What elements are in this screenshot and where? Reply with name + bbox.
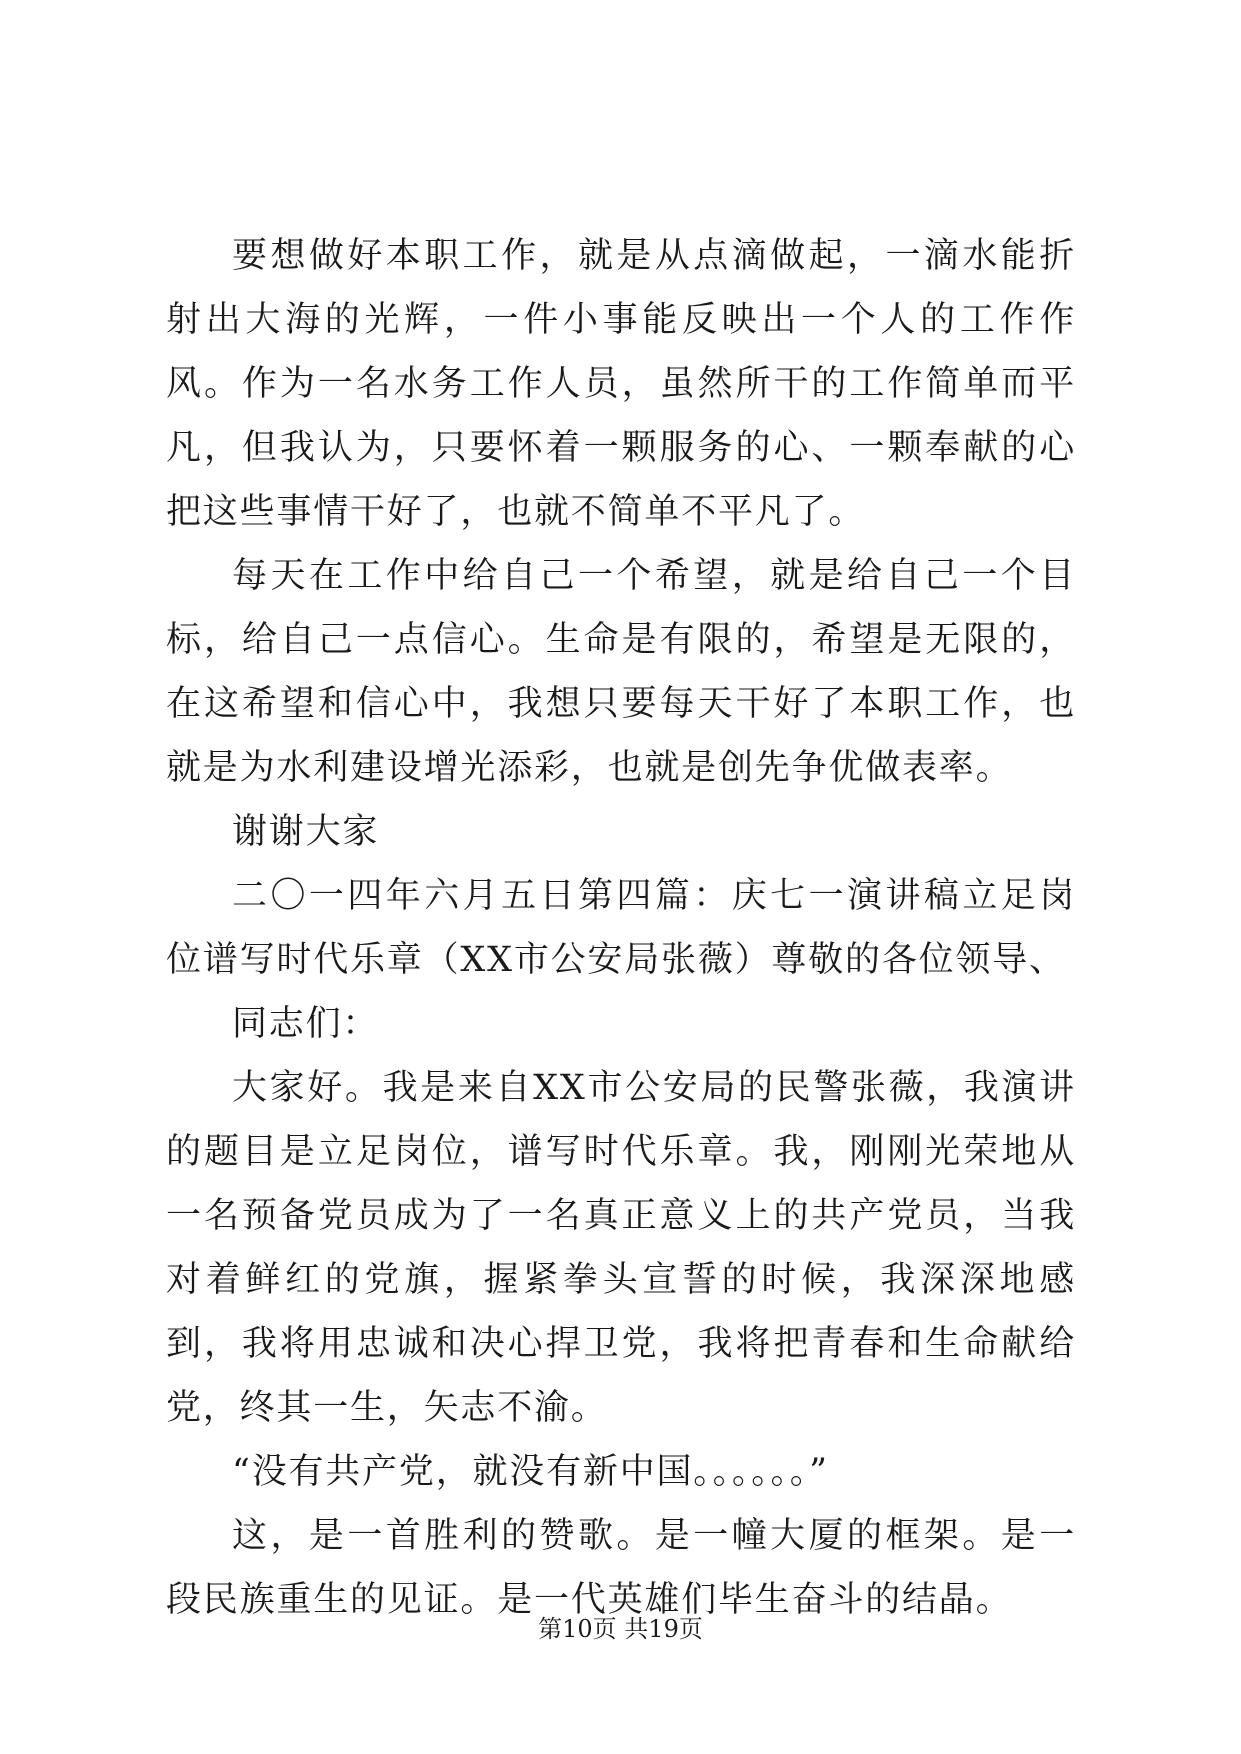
page-number: 第10页 共19页 [538,1615,703,1643]
paragraph: 要想做好本职工作，就是从点滴做起，一滴水能折射出大海的光辉，一件小事能反映出一个人的工作作风。作为一名水务工作人员，虽然所干的工作简单而平凡，但我认为，只要怀着一颗服务的心、一颗奉献的心把这些事情干好了，也就不简单不平凡了。 [166,236,1076,532]
paragraph: 谢谢大家 [232,812,380,852]
paragraph: 这，是一首胜利的赞歌。是一幢大厦的框架。是一段民族重生的见证。是一代英雄们毕生奋斗的结晶。 [166,1516,1076,1620]
page-footer [0,1614,1241,1644]
paragraph: “没有共产党，就没有新中国。。。。。。” [232,1452,829,1492]
paragraph: 同志们： [232,1004,380,1044]
paragraph: 每天在工作中给自己一个希望，就是给自己一个目标，给自己一点信心。生命是有限的，希望是无限的，在这希望和信心中，我想只要每天干好了本职工作，也就是为水利建设增光添彩，也就是创先争优做表率。 [166,556,1076,788]
paragraph: 大家好。我是来自XX市公安局的民警张薇，我演讲的题目是立足岗位，谱写时代乐章。我，刚刚光荣地从一名预备党员成为了一名真正意义上的共产党员，当我对着鲜红的党旗，握紧拳头宣誓的时候，我深深地感到，我将用忠诚和决心捍卫党，我将把青春和生命献给党，终其一生，矢志不渝。 [166,1068,1076,1428]
paragraph: 二〇一四年六月五日第四篇：庆七一演讲稿立足岗位谱写时代乐章（XX市公安局张薇）尊敬的各位领导、 [166,876,1076,980]
document-body [166,224,1076,1632]
